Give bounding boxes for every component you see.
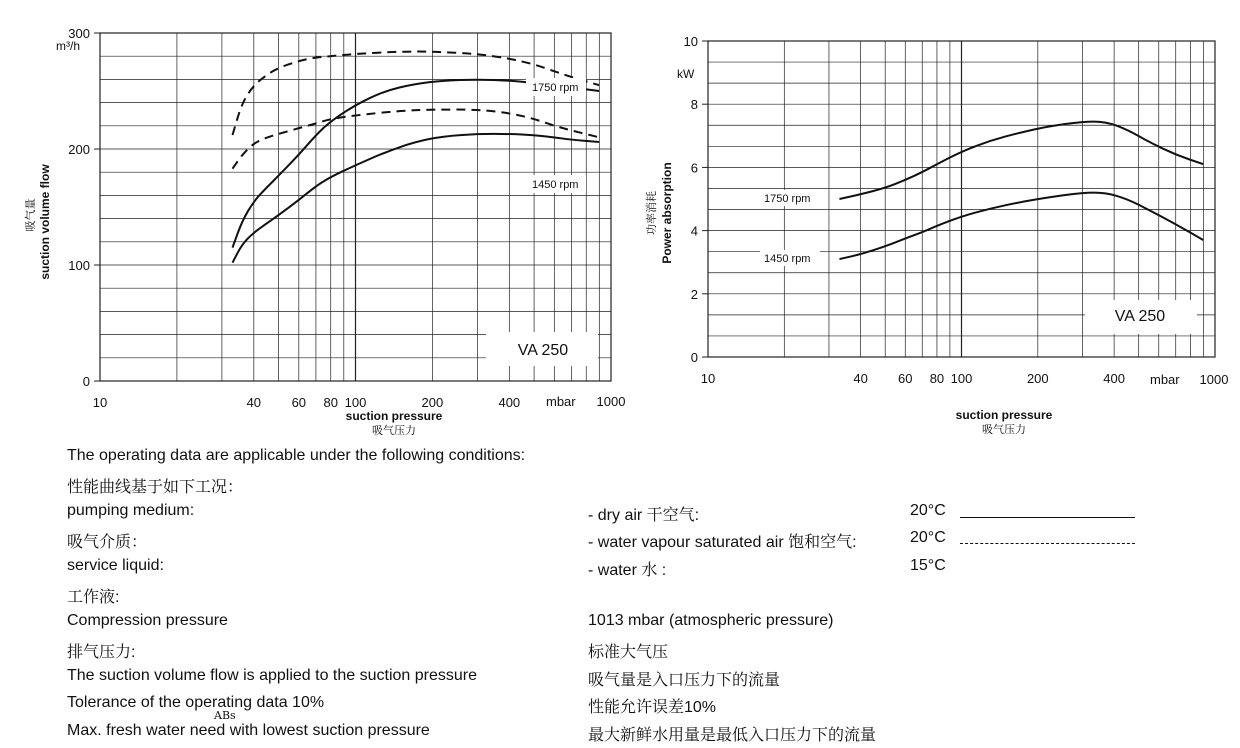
- x-tick-label: 10: [700, 371, 716, 386]
- y-unit: kW: [677, 67, 695, 81]
- y-tick-label: 4: [690, 223, 698, 239]
- water-need-note: Max. fresh water need with lowest suction pressure: [67, 722, 430, 739]
- x-tick-label: 100: [950, 371, 973, 386]
- model-label: VA 250: [517, 342, 569, 359]
- y-tick-label: 2: [690, 286, 698, 302]
- pumping-medium-label: pumping medium:: [67, 502, 195, 519]
- water-label: - water 水 :: [588, 562, 667, 579]
- y-tick-label: 0: [82, 374, 90, 389]
- annotation-1750: 1750 rpm: [532, 82, 579, 94]
- annotation-1750: 1750 rpm: [764, 193, 811, 205]
- x-tick-label: 400: [498, 395, 521, 410]
- y-axis-label: Power absorption: [660, 162, 674, 264]
- compression-label-cn: 排气压力:: [67, 644, 136, 661]
- dry-air-temp: 20°C: [910, 502, 946, 519]
- tolerance-note: Tolerance of the operating data 10%: [67, 694, 325, 711]
- annotation-1450: 1450 rpm: [532, 179, 579, 191]
- y-tick-label: 10: [683, 34, 698, 49]
- y-unit: m³/h: [56, 39, 80, 53]
- vapour-air-label: - water vapour saturated air 饱和空气:: [588, 534, 857, 551]
- stamp-text: ABs: [214, 709, 236, 722]
- x-axis-label-cn: 吸气压力: [982, 424, 1026, 436]
- y-tick-label: 200: [68, 142, 90, 157]
- y-tick-label: 6: [690, 160, 698, 176]
- tick-labels: [684, 34, 1125, 386]
- flow-note-cn: 吸气量是入口压力下的流量: [588, 672, 781, 689]
- flow-note: The suction volume flow is applied to the suction pressure: [67, 667, 477, 684]
- series-line-1: [839, 193, 1203, 259]
- y-tick-label: 0: [690, 350, 698, 365]
- service-liquid-label-cn: 工作液:: [67, 589, 120, 606]
- conditions-heading: The operating data are applicable under the following conditions:: [67, 447, 526, 464]
- dry-air-legend-line: [960, 517, 1135, 518]
- pumping-medium-label-cn: 吸气介质：: [67, 534, 148, 551]
- model-label: VA 250: [1114, 308, 1166, 325]
- x-tick-label: 100: [344, 395, 367, 410]
- y-axis-label-cn: 功率消耗: [646, 191, 658, 235]
- y-axis-label: suction volume flow: [38, 164, 52, 280]
- x-axis-label: suction pressure: [955, 408, 1053, 422]
- x-end-label: 1000: [1199, 372, 1229, 387]
- x-tick-label: 40: [853, 371, 868, 386]
- x-tick-label: 60: [898, 371, 913, 386]
- y-tick-label: 100: [68, 258, 90, 273]
- x-tick-label: 200: [421, 395, 444, 410]
- dry-air-label: - dry air 干空气:: [588, 507, 700, 524]
- y-axis-label-cn: 吸气量: [25, 198, 37, 232]
- x-unit-label: mbar: [1150, 372, 1180, 387]
- water-need-note-cn: 最大新鲜水用量是最低入口压力下的流量: [588, 727, 877, 744]
- annotation-1450: 1450 rpm: [764, 253, 811, 265]
- x-axis-label: suction pressure: [345, 409, 443, 423]
- compression-value: 1013 mbar (atmospheric pressure): [588, 612, 834, 629]
- x-tick-label: 10: [92, 395, 108, 410]
- tolerance-note-cn: 性能允许误差10%: [588, 699, 717, 716]
- x-tick-label: 80: [929, 371, 945, 386]
- x-tick-label: 80: [323, 395, 338, 410]
- compression-value-cn: 标准大气压: [588, 644, 669, 661]
- compression-label: Compression pressure: [67, 612, 228, 629]
- x-axis-label-cn: 吸气压力: [372, 425, 416, 437]
- series-line-0: [839, 122, 1203, 199]
- x-end-label: 1000: [596, 394, 626, 409]
- y-tick-label: 8: [690, 97, 698, 113]
- x-tick-label: 60: [291, 395, 307, 410]
- x-tick-label: 400: [1103, 371, 1125, 386]
- water-temp: 15°C: [910, 557, 946, 574]
- x-tick-label: 40: [246, 395, 262, 410]
- y-tick-label: 300: [68, 26, 90, 41]
- x-unit-label: mbar: [546, 394, 576, 409]
- vapour-air-temp: 20°C: [910, 529, 946, 546]
- conditions-heading-cn: 性能曲线基于如下工况：: [67, 479, 244, 496]
- service-liquid-label: service liquid:: [67, 557, 164, 574]
- x-tick-label: 200: [1026, 371, 1049, 386]
- series-layer: [839, 122, 1203, 259]
- vapour-air-legend-line: [960, 543, 1135, 544]
